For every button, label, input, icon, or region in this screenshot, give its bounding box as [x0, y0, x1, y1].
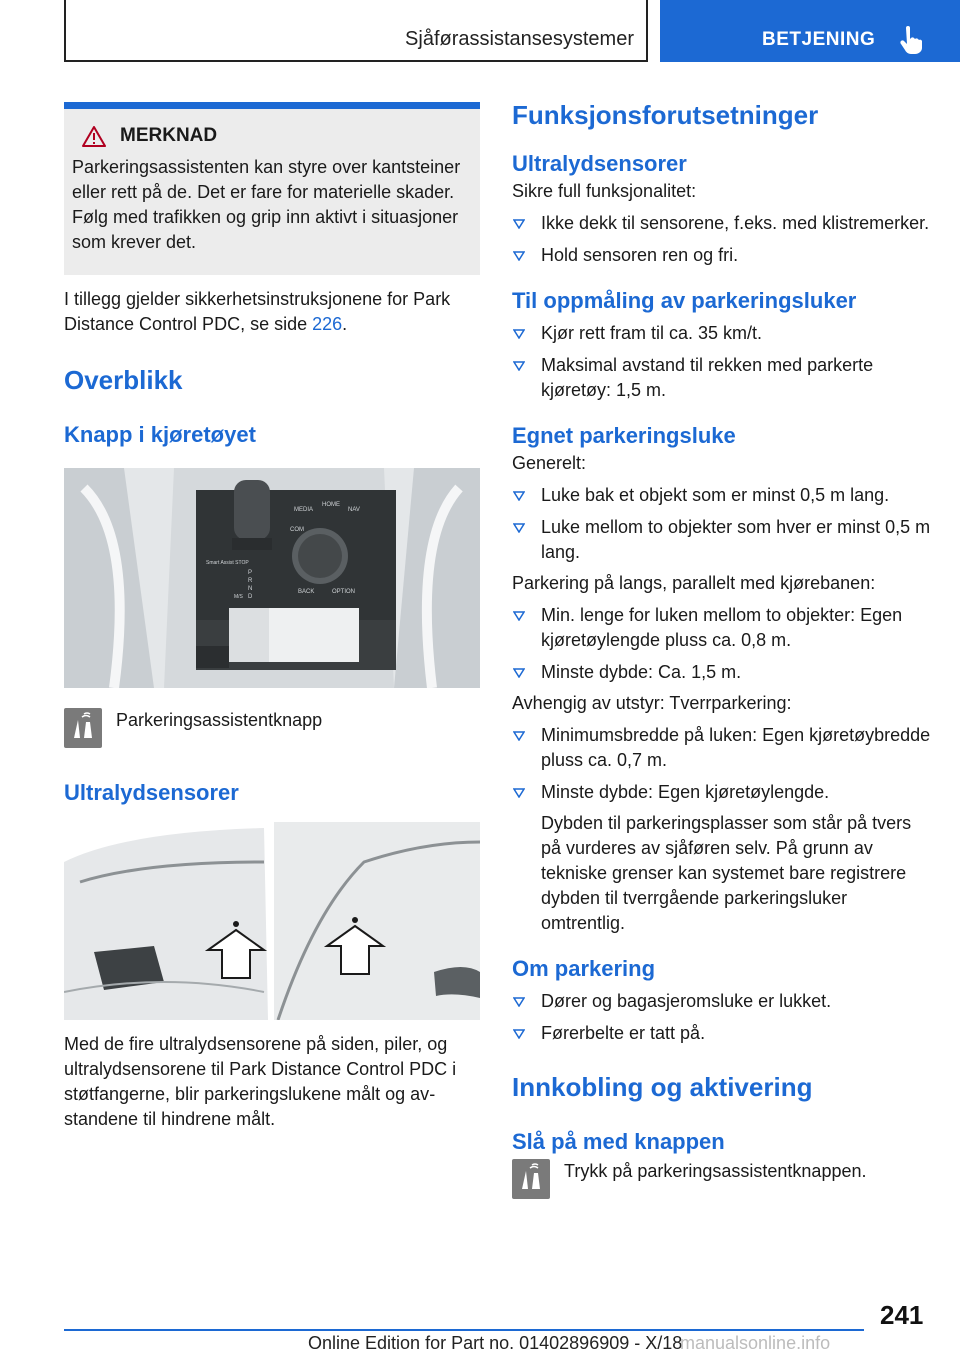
req-sensors-intro: Sikre full funksjonalitet:: [512, 181, 697, 201]
page-ref-link[interactable]: 226: [312, 314, 343, 334]
console-label-nav: NAV: [348, 507, 360, 513]
list-item: Minste dybde: Ca. 1,5 m.: [512, 660, 932, 685]
gear-label-p: P: [248, 570, 253, 576]
left-column: [64, 102, 480, 1132]
list-item: Førerbelte er tatt på.: [512, 1021, 932, 1046]
gear-label-ms: M/S: [234, 594, 243, 600]
list-item: Luke bak et objekt som er minst 0,5 m lang.: [512, 483, 932, 508]
suitable-space-heading: Egnet parkeringsluke: [512, 423, 736, 448]
activation-row: [512, 1159, 932, 1199]
req-sensors-heading: Ultralydsensorer: [512, 151, 687, 176]
triangle-bullet-icon: [513, 731, 525, 741]
activation-instruction: Trykk på parkeringsassistentknappen.: [564, 1161, 867, 1181]
triangle-bullet-icon: [513, 611, 525, 621]
list-item: Minste dybde: Egen kjøretøylengde. Dybden til parkeringsplasser som står på tvers på vurderes av sjåføren selv. På grunn av tekniske grenser kan systemet bare registrere dybden til tverrgående parkeringsluker omtrentlig.: [512, 780, 932, 936]
console-label-media: MEDIA: [294, 507, 314, 513]
transverse-intro: Avhengig av utstyr: Tverrparkering:: [512, 693, 792, 713]
triangle-bullet-icon: [513, 997, 525, 1007]
measuring-heading: Til oppmåling av parkeringsluker: [512, 288, 857, 313]
list-item: Kjør rett fram til ca. 35 km/t.: [512, 321, 932, 346]
list-item: Hold sensoren ren og fri.: [512, 243, 932, 268]
list-item: Ikke dekk til sensorene, f.eks. med klistremerker.: [512, 211, 932, 236]
footer-divider: [64, 1329, 864, 1331]
button-heading: Knapp i kjøretøyet: [64, 422, 256, 447]
requirements-heading: Funksjonsforutsetninger: [512, 100, 819, 130]
console-label-back: BACK: [298, 589, 315, 595]
triangle-bullet-icon: [513, 668, 525, 678]
activation-subheading: Slå på med knappen: [512, 1129, 725, 1154]
triangle-bullet-icon: [513, 219, 525, 229]
watermark: manualsonline.info: [680, 1333, 831, 1353]
page-number: 241: [880, 1300, 924, 1330]
measuring-list: [512, 321, 932, 403]
req-sensors-list: [512, 211, 932, 268]
console-label-option: OPTION: [332, 589, 356, 595]
sensors-heading: Ultralydsensorer: [64, 780, 239, 805]
gear-label-d: D: [248, 594, 253, 600]
hand-pointer-icon: [898, 26, 924, 54]
list-item: Min. lenge for luken mellom to objekter: Egen kjøretøylengde pluss ca. 0,8 m.: [512, 603, 932, 653]
intro-text: I tillegg gjelder sikkerhetsinstruksjonene for Park Distance Control PDC, se side: [64, 289, 451, 334]
note-box: [64, 102, 480, 275]
console-label-home: HOME: [322, 502, 340, 508]
note-heading: [72, 125, 472, 147]
triangle-bullet-icon: [513, 329, 525, 339]
transverse-list: [512, 723, 932, 936]
overview-heading: Overblikk: [64, 365, 183, 395]
header-chapter-tab[interactable]: [660, 0, 960, 62]
sensors-paragraph: Med de fire ultralydsensorene på siden, piler, og ultralydsensorene til Park Distance Control PDC i støtfangerne, blir parkeringslukene målt og avstandene til hindrene målt.: [64, 1034, 457, 1129]
header-section-box: [64, 0, 648, 62]
suitable-space-list: [512, 483, 932, 565]
center-console-photo: [64, 468, 480, 688]
transverse-note: Dybden til parkeringsplasser som står på tvers på vurderes av sjåføren selv. På grunn av tekniske grenser kan systemet bare registrere dybden til tverrgående parkeringsluker omtrentlig.: [541, 813, 912, 933]
console-label-com: COM: [290, 527, 304, 533]
note-text: Parkeringsassistenten kan styre over kantsteiner eller rett på de. Det er fare for materielle skader. Følg med trafikken og grip inn aktivt i situasjoner som krever det.: [72, 157, 461, 252]
triangle-bullet-icon: [513, 251, 525, 261]
triangle-bullet-icon: [513, 491, 525, 501]
console-label-smart: Smart Assist STOP: [206, 560, 249, 566]
gear-label-r: R: [248, 578, 253, 584]
parking-conditions-list: [512, 989, 932, 1046]
list-item: Minimumsbredde på luken: Egen kjøretøybredde pluss ca. 0,7 m.: [512, 723, 932, 773]
triangle-bullet-icon: [513, 1029, 525, 1039]
list-item: Luke mellom to objekter som hver er minst 0,5 m lang.: [512, 515, 932, 565]
sensors-photo: [64, 822, 480, 1020]
suitable-space-intro: Generelt:: [512, 453, 587, 473]
button-caption-row: [64, 708, 480, 748]
intro-text-end: .: [342, 314, 348, 334]
triangle-bullet-icon: [513, 523, 525, 533]
footer-edition: Online Edition for Part no. 01402896909 - X/18: [308, 1333, 683, 1353]
note-title: MERKNAD: [120, 125, 218, 146]
right-column: [512, 100, 932, 1199]
gear-label-n: N: [248, 586, 253, 592]
list-item: Dører og bagasjeromsluke er lukket.: [512, 989, 932, 1014]
parking-assistant-button-icon: [512, 1159, 550, 1199]
button-caption: Parkeringsassistentknapp: [116, 710, 323, 730]
intro-paragraph: [64, 287, 480, 337]
parallel-list: [512, 603, 932, 685]
activation-heading: Innkobling og aktivering: [512, 1072, 813, 1102]
warning-triangle-icon: [82, 125, 106, 147]
parking-assistant-button-icon: [64, 708, 102, 748]
header-chapter-title: BETJENING: [762, 29, 876, 50]
header-section-title: Sjåførassistansesystemer: [405, 28, 634, 50]
list-item: Maksimal avstand til rekken med parkerte kjøretøy: 1,5 m.: [512, 353, 932, 403]
triangle-bullet-icon: [513, 361, 525, 371]
parking-conditions-heading: Om parkering: [512, 956, 656, 981]
triangle-bullet-icon: [513, 788, 525, 798]
parallel-intro: Parkering på langs, parallelt med kjørebanen:: [512, 573, 876, 593]
